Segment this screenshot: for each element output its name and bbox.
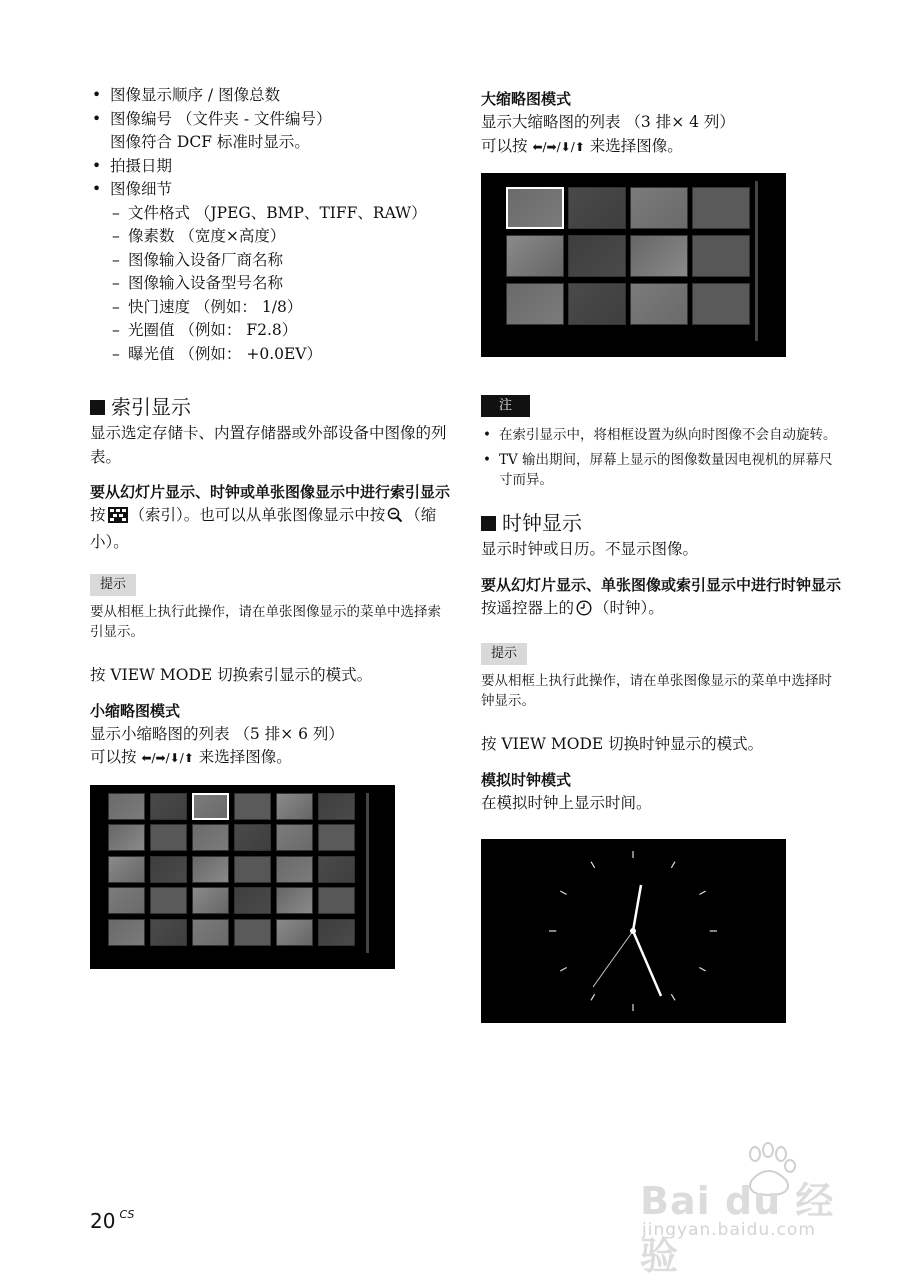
tip-text: 要从相框上执行此操作，请在单张图像显示的菜单中选择时钟显示。	[481, 673, 832, 709]
thumbnail[interactable]	[630, 283, 688, 325]
detail-item: – 快门速度 （例如： 1/8）	[110, 296, 450, 320]
thumbnail[interactable]	[630, 235, 688, 277]
second-hand	[593, 931, 633, 987]
thumbnail[interactable]	[192, 824, 229, 851]
list-item: • 在索引显示中，将相框设置为纵向时图像不会自动旋转。	[481, 425, 841, 445]
thumbnail[interactable]	[318, 887, 355, 914]
analog-clock-mode-desc: 在模拟时钟上显示时间。	[481, 793, 652, 812]
analog-clock-mode-title: 模拟时钟模式	[481, 770, 572, 789]
detail-item: – 图像输入设备厂商名称	[110, 249, 450, 273]
clock-description: 显示时钟或日历。不显示图像。	[481, 540, 699, 558]
small-thumbnail-mode-desc: 显示小缩略图的列表 （5 排× 6 列）	[90, 724, 344, 743]
page-number: 20 $^{CS}$	[90, 1208, 135, 1233]
hour-hand	[633, 885, 641, 931]
analog-clock-screen	[481, 839, 786, 1023]
hour-tick	[560, 891, 566, 895]
thumbnail[interactable]	[150, 793, 187, 820]
thumbnail[interactable]	[692, 235, 750, 277]
left-column	[90, 84, 450, 969]
thumbnail[interactable]	[506, 235, 564, 277]
thumbnail[interactable]	[192, 887, 229, 914]
large-thumbnail-grid	[506, 187, 750, 325]
hour-tick	[671, 862, 675, 868]
thumbnail[interactable]	[108, 887, 145, 914]
detail-sublist	[90, 202, 450, 367]
square-bullet-icon	[90, 400, 105, 415]
index-description: 显示选定存储卡、内置存储器或外部设备中图像的列表。	[90, 424, 447, 466]
clock-section-title: 时钟显示	[481, 508, 841, 538]
thumbnail[interactable]	[108, 793, 145, 820]
list-item: • 图像编号 （文件夹 - 文件编号） 图像符合 DCF 标准时显示。	[90, 108, 450, 155]
thumbnail[interactable]	[192, 856, 229, 883]
thumbnail[interactable]	[150, 856, 187, 883]
thumbnail[interactable]	[692, 283, 750, 325]
detail-item: – 文件格式 （JPEG、BMP、TIFF、RAW）	[110, 202, 450, 226]
right-column	[481, 84, 841, 1023]
image-info-list	[90, 84, 450, 366]
notes-list	[481, 425, 841, 490]
thumbnail[interactable]	[150, 887, 187, 914]
large-thumbnail-mode-desc: 显示大缩略图的列表 （3 排× 4 列）	[481, 113, 735, 131]
mode-switch-text: 按 VIEW MODE 切换时钟显示的模式。	[481, 735, 764, 753]
list-item: • 拍摄日期	[90, 155, 450, 179]
tip-label: 提示	[90, 574, 136, 596]
index-howto-text: 按 （索引）。也可以从单张图像显示中按 （缩小）。	[90, 506, 437, 551]
hour-tick	[591, 862, 595, 868]
index-howto-title: 要从幻灯片显示、时钟或单张图像显示中进行索引显示	[90, 483, 451, 501]
thumbnail[interactable]	[692, 187, 750, 229]
thumbnail[interactable]	[192, 919, 229, 946]
tip-text: 要从相框上执行此操作，请在单张图像显示的菜单中选择索引显示。	[90, 604, 441, 640]
detail-item: – 像素数 （宽度×高度）	[110, 225, 450, 249]
thumbnail[interactable]	[276, 824, 313, 851]
note-label: 注	[481, 395, 530, 417]
hour-tick	[560, 968, 566, 972]
thumbnail[interactable]	[234, 919, 271, 946]
zoom-out-icon	[387, 507, 403, 531]
hour-tick	[591, 994, 595, 1000]
large-thumbnail-arrows-text: 可以按 ⬅/➡/⬇/⬆ 来选择图像。	[481, 136, 683, 155]
clock-icon	[576, 600, 592, 624]
thumbnail[interactable]	[318, 856, 355, 883]
detail-item: – 光圈值 （例如： F2.8）	[110, 319, 450, 343]
clock-howto-title: 要从幻灯片显示、单张图像或索引显示中进行时钟显示	[481, 575, 842, 594]
thumbnail[interactable]	[150, 824, 187, 851]
detail-item: – 曝光值 （例如： +0.0EV）	[110, 343, 450, 367]
tip-label: 提示	[481, 643, 527, 665]
hour-tick	[671, 994, 675, 1000]
small-thumbnail-arrows-text: 可以按 ⬅/➡/⬇/⬆ 来选择图像。	[90, 748, 292, 766]
thumbnail[interactable]	[108, 919, 145, 946]
list-item: • 图像显示顺序 / 图像总数	[90, 84, 450, 108]
thumbnail[interactable]	[276, 793, 313, 820]
thumbnail[interactable]	[318, 793, 355, 820]
list-item: • 图像细节 – 文件格式 （JPEG、BMP、TIFF、RAW） – 像素数 （宽度×高度） – 图像输入设备厂商名称 – 图像输入设备型号名称 – 快门速度 （例如： 1/8） – 光圈值 （例如： F2.8） – 曝光值 （例如： +0.0EV）	[90, 178, 450, 366]
large-thumbnail-mode-title: 大缩略图模式	[481, 90, 572, 108]
index-section-title: 索引显示	[90, 392, 450, 422]
thumbnail[interactable]	[506, 283, 564, 325]
analog-clock-face	[481, 839, 786, 1023]
clock-howto-text: 按遥控器上的 （时钟）。	[481, 597, 841, 624]
large-thumbnail-screen	[481, 173, 786, 357]
thumbnail[interactable]	[318, 824, 355, 851]
thumbnail[interactable]	[568, 235, 626, 277]
arrow-keys-icon: ⬅/➡/⬇/⬆	[141, 751, 194, 765]
thumbnail[interactable]	[234, 887, 271, 914]
square-bullet-icon	[481, 516, 496, 531]
small-thumbnail-grid	[108, 793, 355, 946]
thumbnail[interactable]	[234, 824, 271, 851]
minute-hand	[633, 931, 661, 996]
thumbnail[interactable]	[276, 887, 313, 914]
thumbnail[interactable]	[108, 824, 145, 851]
thumbnail[interactable]	[108, 856, 145, 883]
mode-switch-text: 按 VIEW MODE 切换索引显示的模式。	[90, 666, 373, 684]
scrollbar	[366, 793, 369, 953]
thumbnail[interactable]	[318, 919, 355, 946]
small-thumbnail-mode-title: 小缩略图模式	[90, 701, 181, 720]
small-thumbnail-screen	[90, 785, 395, 969]
scrollbar	[755, 181, 758, 341]
arrow-keys-icon: ⬅/➡/⬇/⬆	[532, 139, 585, 154]
hour-tick	[699, 891, 705, 895]
baidu-jingyan-watermark: Bai du 经验 jingyan.baidu.com	[640, 1140, 850, 1250]
index-icon	[108, 507, 128, 531]
list-item: • TV 输出期间，屏幕上显示的图像数量因电视机的屏幕尺寸而异。	[481, 450, 841, 490]
thumbnail[interactable]	[276, 856, 313, 883]
detail-item: – 图像输入设备型号名称	[110, 272, 450, 296]
hour-tick	[699, 968, 705, 972]
thumbnail[interactable]	[150, 919, 187, 946]
thumbnail[interactable]	[234, 793, 271, 820]
thumbnail[interactable]	[234, 856, 271, 883]
thumbnail[interactable]	[276, 919, 313, 946]
thumbnail[interactable]	[506, 187, 564, 229]
thumbnail[interactable]	[630, 187, 688, 229]
thumbnail[interactable]	[192, 793, 229, 820]
clock-center	[630, 928, 636, 934]
thumbnail[interactable]	[568, 283, 626, 325]
thumbnail[interactable]	[568, 187, 626, 229]
